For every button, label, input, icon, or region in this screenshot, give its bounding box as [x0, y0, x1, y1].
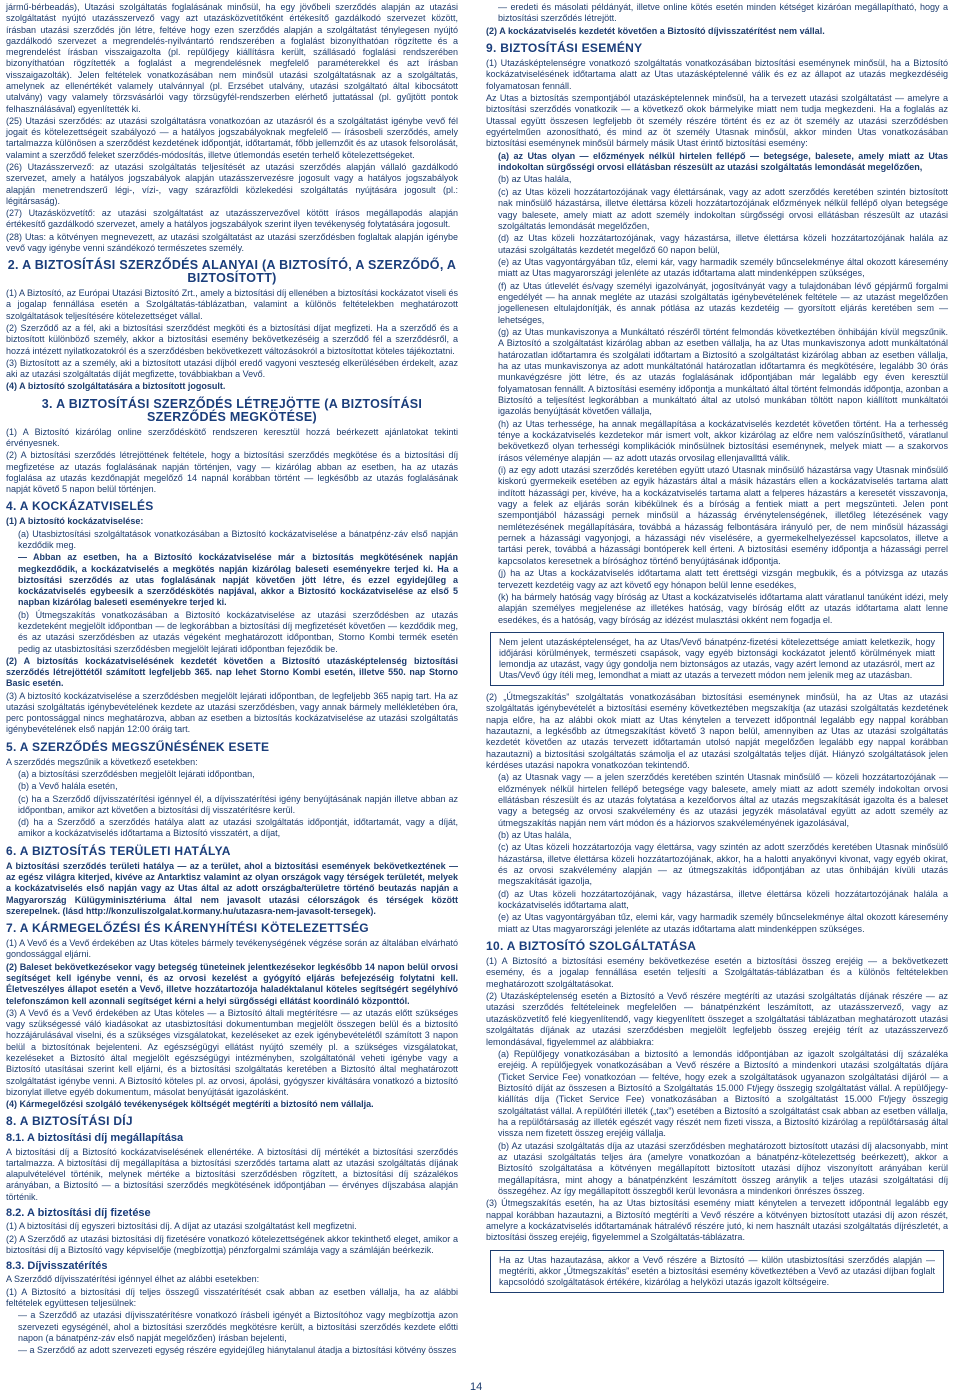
- paragraph: (1) A Biztosító, az Európai Utazási Biztosító Zrt., amely a biztosítási díj ellenében a biztosítási kockázatot viseli és a jogalap fennállása esetén a Szolgáltatás-táblázatban, valamint a különös feltételekben meghatározott szolgáltatások teljesítésére kötelezettséget vállal.: [6, 288, 458, 321]
- paragraph: (4) Kármegelőzési szolgáló tevékenységek költségét megtéríti a biztosító nem vállalja.: [6, 1099, 374, 1110]
- paragraph: — a Szerződő az adott szervezeti egység részére egyidejűleg hiánytalanul átadja a biztosítási kötvény összes: [18, 1345, 457, 1356]
- paragraph: (a) Repülőjegy vonatkozásában a biztosító a lemondás időpontjában az igazolt szolgáltatási díj százaléka erejéig. A repülőjegyek vonatkozásában a Vevő részére a Biztosító a mindenkori utazási szolgáltatás díjára (Ticket Service Fee) vonatkozóan — feltéve, hogy ezek a szolgáltatások ugyanazon szolgáltatási díjáról — a Biztosító díját az összesen a Biztosító a Szolgáltatás 15.000 Ft/jegy összegig szolgáltatást vállal. A repülőjegy-kiállítás díja (Ticket Service Fee) vonatkozásában a Biztosító a szolgáltatást 15.000 Ft/jegy összegig szolgáltatást vállal. A repülőtéri illeték („tax”) esetében a Biztosító a szolgáltatást csak abban az esetben vállalja, ha a repülőtársaság az illeték egészét vagy részét nem fizeti vissza, a Biztosító kizárólag a repülőtársaság által vissza nem fizetett összeg erejéig vállalja.: [498, 1048, 948, 1139]
- section-heading: 4. A KOCKÁZATVISELÉS: [6, 499, 154, 514]
- paragraph: (3) Útmegszakítás esetén, ha az Utas biztosítási esemény miatt kénytelen a tervezett időpontnál legalább egy nappal korábban hazautazni, a Biztosító megtéríti a Vevő részére a kötvényen biztosított utazási díj azon részét, amelyre a kockázatviselés időtartamának hátralévő részére jutó, ki nem használt utazási szolgáltatás díjrészletét, a biztosítási összeg erejéig, figyelemmel a Szolgáltatás-táblázatra.: [486, 1198, 948, 1243]
- paragraph: (2) Szerződő az a fél, aki a biztosítási szerződést megköti és a biztosítási díjat megfizeti. Ha a szerződő és a biztosított különböző személy, akkor a biztosítási esemény bekövetkezéséig a szerződő fél a szerződésről, a hozzá intézett nyilatkozatokról és a szerződésben bekövetkezett változásokról a biztosítottat köteles tájékoztatni.: [6, 323, 458, 356]
- section-heading: 9. BIZTOSÍTÁSI ESEMÉNY: [486, 41, 643, 56]
- paragraph: (a) a biztosítási szerződésben megjelölt lejárati időpontban,: [18, 769, 255, 780]
- paragraph: Az Utas a biztosítás szempontjából utazásképtelennek minősül, ha a tervezett utazási szolgáltatást — amelyre a biztosítási szerződés vonatkozik — a következő okok bármelyike miatt nem tudja megkezdeni. Ha a foglalás az Utassal együtt összesen legfeljebb öt személy részére történt és ez az öt személy az utazási szerződésben egyértelműen azonosítható, és mind az öt személy Utasnak minősül, akkor minden Utas vonatkozásában biztosítási eseménynek minősül bármely másik Utast érintő biztosítási esemény:: [486, 93, 948, 149]
- paragraph: (3) A Vevő és a Vevő érdekében az Utas köteles — a Biztosító általi megtérítésre — az utazás előtt szükséges vagy szükségessé váló kiadásokat az utasbiztosítási dokumentumban megjelölt összegen belül és a biztosító hozzájárulásával viselni, és a szükséges vizsgálatokat, kezeléseket az ezek igénybevételétől számított 3 napon belül a biztosítónak bejelenteni. Az egészségügyi ellátást nyújtó személy pl. a szükséges vizsgálatokat, kezeléseket a Biztosító által megjelölt egészségügyi intézményben, szolgáltatónál veheti igénybe vagy a Biztosító utasításai szerint kell eljárni, és a biztosítási szolgáltatás keretében a Biztosító által meghatározott szolgáltatást igénybe venni. A Biztosító köteles pl. az orvosi, ápolási, gyógyszer kiváltására vonatkozó a biztosító bizonylat illetve egyéb dokumentum, másolat benyújtását igazolásként.: [6, 1007, 458, 1097]
- notice-box: Ha az Utas hazautazása, akkor a Vevő részére a Biztosító — külön utasbiztosítási szerződés alapján — megtéríti, akkor „Útmegszakítás” esetén a biztosítási esemény következtében a Vevő az utazási díjban foglalt kapcsolódó szolgáltatások értékére, kizárólag a helyközi utazás igazolt költségeire.: [490, 1250, 944, 1293]
- paragraph: (b) Útmegszakítás vonatkozásában a Biztosító kockázatviselése az utazási szerződésben az utazás kezdeteként megjelölt időpontban — de legkorábban a biztosítási díj megfizetését követően — kezdődik meg, és az utazási szerződésben az utazás végeként meghatározott időpontban, Storno Kombi termék esetén pedig az utasbiztosítási szerződésben megjelölt lejárati időpontban fejeződik be.: [18, 609, 458, 654]
- paragraph: (2) Baleset bekövetkezésekor vagy betegség tüneteinek jelentkezésekor legkésőbb 14 napon belül orvosi segítséget kell igénybe venni, és az orvosi kezelést a gyógyító eljárás befejezéséig folytatni kell. Életveszélyes állapot esetén a Vevő, illetve hozzátartozója haladéktalanul köteles segítségért segélyhívó telefonszámon kell azonnali segítséget kérni a helyi sürgősségi ellátást koordináló központtól.: [6, 961, 458, 1006]
- paragraph: (1) A Biztosító kizárólag online szerződéskötő rendszeren keresztül hozzá beérkezett ajánlatokat tekinti érvényesnek.: [6, 426, 458, 448]
- subsection-heading: 8.1. A biztosítási díj megállapítása: [6, 1132, 184, 1145]
- paragraph: jármű-bérbeadás), Utazási szolgáltatás foglalásának minősül, ha egy jövőbeli szerződés alapján az utazási szolgáltatást nyújtó utazásszervező vagy azt utazásközvetítőként értékesítő gazdálkodó szervezet között, írásban utazási szerződés jön létre, feltéve hogy ezen szerződés alapján a szolgáltatást ténylegesen nyújtó gazdálkodó szervezet a megrendelés-nyilvántartó rendszerében a foglalást bizonyíthatóan rögzítette és a megrendelést írásban visszaigazolta (pl. repülőjegy kiállításra került, szállásadó foglalási rendszerében bizonyíthatóan rögzítették a foglalást a megrendelésnek megfelelő paraméterekkel és azt írásban visszaigazolták). Jelen feltételek vonatkozásában nem minősül utazási szolgáltatásnak az a szolgáltatás, amelynek az ellenértékét valamely utalvánnyal (pl. Erzsébet utalvány, utazási szolgáltató által kibocsátott utalvány) vagy valamely törzsvásárlói vagy törzsügyfél-rendszerben elérhető juttatással (pl. gyűjtött pontok felhasználásával) egyenlítették ki.: [6, 2, 458, 114]
- paragraph: A biztosítási díj a Biztosító kockázatviselésének ellenértéke. A biztosítási díj mértékét a biztosítási szerződés tartalmazza. A biztosítási díj megállapítása a biztosítási szerződés tartama alatt az utazási szolgáltatás díjának alapulvételével történik, melynek mértéke a biztosítási szerződésben rögzített, a biztosítási díj százalékos arányában, a Biztosító — a biztosítási szerződés megkötésének időpontjában — érvényes díjszabása alapján történik.: [6, 1146, 458, 1202]
- paragraph: A biztosítási szerződés területi hatálya — az a terület, ahol a biztosítási események bekövetkeztének — az egész világra kiterjed, kivéve az Antarktisz valamint az olyan országok vagy térségek területét, melyek a kockázatviselés első napján vagy az Utas által az adott országba/területre történő beutazás napján a Magyarország Külügyminisztériuma által nem javasolt utazási célországok és térségek között szerepelnek. (lásd http://konzuliszolgalat.kormany.hu/utazasra-nem-javasolt-tersegek).: [6, 860, 458, 916]
- paragraph: — Abban az esetben, ha a Biztosító kockázatviselése már a biztosítás megkötésének napján megkezdődik, a kockázatviselés a megkötés napján kizárólag baleseti eseményekre terjed ki. Ha a biztosítási szerződés az utas foglalásának napját követően jött létre, és ezzel egyidejűleg a kockázatviselés egybeesik a szerződéskötés napjával, akkor a Biztosító kockázatviselése az első 5 napban kizárólag baleseti eseményekre terjed ki.: [18, 552, 458, 608]
- section-heading: 10. A BIZTOSÍTÓ SZOLGÁLTATÁSA: [486, 939, 697, 954]
- section-heading: 3. A BIZTOSÍTÁSI SZERZŐDÉS LÉTREJÖTTE (A BIZTOSÍTÁSI SZERZŐDÉS MEGKÖTÉSE): [41, 396, 423, 424]
- subsection-heading: 8.3. Díjvisszatérítés: [6, 1260, 108, 1273]
- section-heading: 5. A SZERZŐDÉS MEGSZŰNÉSÉNEK ESETE: [6, 739, 270, 754]
- paragraph: (2) A kockázatviselés kezdetét követően a Biztosító díjvisszatérítést nem vállal.: [486, 25, 825, 36]
- paragraph: (f) az Utas útlevelét és/vagy személyi igazolványát, jogosítványát vagy a tulajdonában lévő gépjármű forgalmi engedélyét — ha annak megléte az utazási szolgáltatás igénybevételének feltétele — az utazást megelőzően jogellenesen eltulajdonítják, és annak pótlása az utazás kezdetéig — gyorsított eljárás keretében sem — lehetséges,: [498, 280, 948, 325]
- page-number: 14: [470, 1381, 483, 1393]
- paragraph: (j) ha az Utas a kockázatviselés időtartama alatt tett érettségi vizsgán megbukik, és a pótvizsga az utazás tervezett kezdetéig vagy az azt követő egy hónapon belül lenne esedékes,: [498, 568, 948, 590]
- paragraph: (2) A Szerződő az utazási biztosítási díj fizetésére vonatkozó kötelezettségének akkor tekinthető eleget, amikor a biztosítási díj a Biztosító vagy képviselője (megbízottja) pénzforgalmi számlája vagy a számláján beérkezik.: [6, 1233, 458, 1255]
- paragraph: (a) az Utas olyan — előzmények nélkül hirtelen fellépő — betegsége, balesete, amely miatt az Utas indokoltan sürgősségi orvosi ellátásban részesült az utazási szolgáltatás lemondását megelőzően,: [498, 150, 948, 173]
- paragraph: (1) A Biztosító a biztosítási esemény bekövetkezése esetén a biztosítási összeg erejéig — a bekövetkezett esemény, és a jogalap fennállása esetén teljesíti a Szolgáltatás-táblázatban és a különös feltételekben meghatározott szolgáltatásokat.: [486, 956, 948, 989]
- paragraph: (26) Utazásszervező: az utazási szolgáltatás teljesítését az utazási szerződés alapján vállaló gazdálkodó szervezet, amely a hatályos jogszabályok alapján utazásszervezésre jogosult vagy a hatályos jogszabályok alapján menetrendszerű légi-, vízi-, vagy szárazföldi közlekedési szolgáltatás nyújtására jogosult (pl.: légitársaság).: [6, 161, 458, 206]
- section-heading: 6. A BIZTOSÍTÁS TERÜLETI HATÁLYA: [6, 843, 231, 858]
- paragraph: (4) A biztosító szolgáltatására a biztosított jogosult.: [6, 381, 226, 392]
- section-heading: 2. A BIZTOSÍTÁSI SZERZŐDÉS ALANYAI (A BIZTOSÍTÓ, A SZERZŐDŐ, A BIZTOSÍTOTT): [7, 258, 457, 286]
- paragraph: (3) A biztosító kockázatviselése a szerződésben megjelölt lejárati időpontban, de legfeljebb 365 napig tart. Ha az utazási szolgáltatás igénybevételének kezdete az utazási szerződésben, vagy annak bármely mellékletében óra, perc pontossággal nincs meghatározva, abban az esetben a biztosítás kockázatviselése az utazási szolgáltatás igénybevételének első napján 12:00 óráig tart.: [6, 690, 458, 735]
- paragraph: (i) az egy adott utazási szerződés keretében együtt utazó Utasnak minősülő házastársa vagy Utasnak minősülő kiskorú gyermekeik esetében az egyik házastárs által a másik házastárs ellen a kockázatviselés tartama alatt indított házassági per, kivéve, ha a kockázatviselés tartama alatt a felperes házastárs a keresetét visszavonja, vagy a felek az eljárás során kibékülnek és a bíróság a fentiek miatt a pert megszünteti. Jelen pont szempontjából házassági pernek minősül a házasság érvénytelenségének, illetőleg létezésének vagy nemlétezésének megállapítására, továbbá a házasság felbontására irányuló per, de nem minősül házassági pernek a házassági vagyonjogi, a házassági név viselésére, a gyermekelhelyezéssel kapcsolatos, illetve a tartási perek, továbbá a házassági bontóperek kell érteni. A biztosítási esemény időpontja a házassági perrel kapcsolatos keresetnek a bírósághoz történő benyújtásának időpontja.: [498, 465, 948, 566]
- paragraph: (1) A Vevő és a Vevő érdekében az Utas köteles bármely tevékenységének végzése során az általában elvárható gondossággal eljárni.: [6, 938, 458, 960]
- paragraph: (g) az Utas munkaviszonya a Munkáltató részéről történt felmondás következtében önhibáján kívül megszűnik. A Biztosító a szolgáltatást kizárólag abban az esetben vállalja, ha az Utas munkaviszonya adott munkáltatónál határozatlan időtartamra és szolgálati időtartam a Biztosító a szolgáltatást kizárólag abban az esetben vállalja, ha az utas munkaviszonya az adott munkáltatónál határozatlan időtartamra és megkötésére, legalább 30 órás munkavégzésre jött létre, és az utazás foglalásának időpontjában már legalább egy éven keresztül folyamatosan fennállt. A biztosítási esemény időpontja a munkáltató által történt felmondás időpontja, azonban a Biztosító a teljesítést legkorábban a munkáltató által az utolsó munkában töltött napon kiállított munkáltatói igazolás benyújtását követően vállalja,: [498, 326, 948, 417]
- paragraph: (28) Utas: a kötvényen megnevezett, az utazási szolgáltatást az utazási szerződésben foglaltak alapján igénybe vevő vagy igénybe venni szándékozó természetes személy.: [6, 231, 458, 253]
- paragraph: — a Szerződő az utazási díjvisszatérítésre vonatkozó írásbeli igényét a Biztosítóhoz vagy megbízottja azon szervezeti egységénél, ahol a biztosítási szerződés megkötésre került, a biztosítási szerződés kezdete előtti napon (a bánatpénz-záv első napját megelőzően) írásban bejelenti,: [18, 1310, 458, 1343]
- right-column: [486, 2, 948, 1299]
- paragraph: (d) az Utas közeli hozzátartozójának, vagy házastársa, illetve élettársa közeli hozzátartozójának halála a kockázatviselés időtartama alatt,: [498, 888, 948, 911]
- paragraph: (e) az Utas vagyontárgyában tűz, elemi kár, vagy harmadik személy bűncselekménye által okozott káresemény miatt az Utas magyarországi jelenléte az utazás időtartama alatt mindenképpen szükséges,: [498, 256, 948, 279]
- paragraph: (2) A biztosítás kockázatviselésének kezdetét követően a Biztosító utazásképtelenség biztosítási szerződés létrejöttétől számított legfeljebb 365. nap lehet Storno Kombi esetén, illetve 550. nap Storno Basic esetén.: [6, 655, 458, 689]
- paragraph: (b) az Utas halála,: [498, 174, 572, 185]
- paragraph: (1) A biztosító kockázatviselése:: [6, 516, 144, 527]
- paragraph: (b) az Utas halála,: [498, 830, 572, 840]
- section-heading: 8. A BIZTOSÍTÁSI DÍJ: [6, 1114, 133, 1129]
- paragraph: (a) az Utasnak vagy — a jelen szerződés keretében szintén Utasnak minősülő — közeli hozzátartozójának — előzmények nélkül hirtelen fellépő betegsége vagy balesete, amely miatt az adott személy indokoltan orvosi ellátásban részesült és az utazás folytatása a kezelőorvos által az utazás megszakítását igazolta és a baleset vagy a betegség az orvosi szakvélemény és az utazási jegyzék másolatával együtt az adott személy az útmegszakítás napján nem várt módon és a háziorvos szakvéleményének igazolásával,: [498, 772, 948, 828]
- paragraph: (b) Az utazási szolgáltatás díja az utazási szerződésben meghatározott biztosított utazási díj alacsonyabb, mint az utazási szolgáltatás teljes ára (amelyre vonatkozóan a bánatpénz-kötelezettség beérkezett), akkor a Biztosító szolgáltatása a kötvényen megállapított biztosított utazási díjhoz viszonyított arányában kerül megállapításra, mint ahogy a bánatpénzként leszámított összeg aránylik a teljes utazási szolgáltatási díj összegéhez. Az így megállapított összegből kerül levonásra a mindenkori önrészes összeg.: [498, 1140, 948, 1196]
- paragraph: (1) A biztosítási díj egyszeri biztosítási díj. A díjat az utazási szolgáltatást kell megfizetni.: [6, 1221, 357, 1232]
- paragraph: (c) az Utas közeli hozzátartozójának vagy élettársának, vagy az adott szerződés keretében szintén biztosított nak minősülő házastársa, illetve élettársa közeli hozzátartozójának előzmények nélkül fellépő olyan betegsége vagy balesete, amely miatt az adott személy indokoltan sürgősségi orvosi ellátásban részesült az utazási szolgáltatás lemondását megelőzően,: [498, 186, 948, 231]
- paragraph: (2) „Útmegszakítás” szolgáltatás vonatkozásában biztosítási eseménynek minősül, ha az Utas az utazási szolgáltatás igénybevételét a biztosítási esemény következtében megszakítja (az utazási szolgáltatás kezdetének napja előre, ha az alábbi okok miatt az Utas kénytelen a tervezett időpontnál legalább egy nappal korábban hazautazni, a legkésőbb az útmegszakítást követő 3 napon belül, amennyiben az Utas az utazási szolgáltatás kezdetét követően az utazás tervezett időtartamán utolsó napját megelőzően legalább egy nappal korábban hazautazni) a biztosítási szolgáltatás számolja el az utazási szolgáltatás teljes díját. Hiányzó szolgáltatások jelen kérdéses utazási napokra vonatkozóan tekintendő.: [486, 691, 948, 770]
- paragraph: (b) a Vevő halála esetén,: [18, 781, 118, 792]
- notice-box: Nem jelent utazásképtelenséget, ha az Utas/Vevő bánatpénz-fizetési kötelezettsége amiatt keletkezik, hogy időjárási körülmények, természeti csapások, vagy egyéb biztonsági kockázatot jelentő körülmények miatt lemondja az utazást, vagy úgy gondolja nem biztonságos az utazás, vagy azért lemond az utazásról, mert az Utas/Vevő úgy ítéli meg, lemondhat a miatt az utazás a tervezett módon nem jelenik meg az utazásban.: [490, 632, 944, 686]
- paragraph: (d) az Utas közeli hozzátartozójának, vagy házastársa, illetve élettársa közeli hozzátartozójának halála az utazási szolgáltatás kezdetét megelőző 60 napon belül,: [498, 233, 948, 255]
- paragraph: (e) az Utas vagyontárgyában tűz, elemi kár, vagy harmadik személy bűncselekménye által okozott káresemény miatt az Utas magyarországi jelenléte az utazás időtartama alatt mindenképpen szükséges.: [498, 912, 948, 934]
- paragraph: (c) ha a Szerződő díjvisszatérítési igénnyel él, a díjvisszatérítési igény benyújtásának napján illetve abban az időpontban, amikor azt követően a biztosítási díj visszatérítésre kerül.: [18, 793, 458, 815]
- paragraph: (a) Utasbiztosítási szolgáltatások vonatkozásában a Biztosító kockázatviselése a bánatpénz-záv első napján kezdődik meg.: [18, 528, 458, 550]
- paragraph: (1) Utazásképtelenségre vonatkozó szolgáltatás vonatkozásában biztosítási eseménynek minősül, ha a Biztosító kockázatviselésének időtartama alatt az Utas utazásképtelenné válik és ez az állapot az utazás megkezdéséig folyamatosan fennáll.: [486, 58, 948, 91]
- subsection-heading: 8.2. A biztosítási díj fizetése: [6, 1207, 151, 1220]
- paragraph: (25) Utazási szerződés: az utazási szolgáltatásra vonatkozóan az utazásról és a szolgáltatást igénybe vevő fél jogait és kötelezettségeit szabályozó — a hatályos jogszabályoknak megfelelő — írásosbeli szerződés, amely tartalmazza különösen a szerződést kezdetének időpontját, időtartamát, főbb jellemzőit és az utasok felsorolását, valamint a szerződő feleket szerződés-módosítás, illetve útlemondás esetén terhelő kötelezettségeket.: [6, 115, 458, 160]
- paragraph: A szerződés megszűnik a következő esetekben:: [6, 756, 198, 767]
- paragraph: (2) A biztosítási szerződés létrejöttének feltétele, hogy a biztosítási szerződés megkötése és a biztosítási díj megfizetése az utazás foglalásának napján történjen, vagy — kizárólag abban az esetben, ha az utazás foglalása az utazás kezdőnapját megelőző 14 napnál korábban történt — legkésőbb az utazás foglalásának napját követő 5 napon belül történjen.: [6, 450, 458, 495]
- paragraph: — eredeti és másolati példányát, illetve online kötés esetén minden kétséget kizáróan megállapítható, hogy a biztosítási szerződés létrejött.: [498, 2, 948, 24]
- paragraph: (h) az Utas terhessége, ha annak megállapítása a kockázatviselés kezdetét követően történt. Ha a terhesség ténye a kockázatviselés kezdetekor már ismert volt, akkor kizárólag az előre nem valószínűsíthető, váratlanul bekövetkező olyan terhességi komplikációk minősülnek biztosítási eseménynek, melyek miatt — a szakorvos írásos véleménye alapján — az adott utazás orvosilag ellenjavallttá válik.: [498, 418, 948, 463]
- paragraph: (c) az Utas közeli hozzátartozója vagy élettársa, vagy szintén az adott szerződés keretében Utasnak minősülő házastársa, illetve élettársa közeli hozzátartozójának, akkor, ha a halotti anyakönyvi kivonat, vagy egyéb okirat, és az orvosi szakvélemény alapján — az útmegszakítás időpontjában az utas önhibáján kívüli utazás megszakítását igazolja,: [498, 842, 948, 887]
- paragraph: (1) A Biztosító a biztosítási díj teljes összegű visszatérítését csak abban az esetben vállalja, ha az alábbi feltételek együttesen teljesülnek:: [6, 1286, 458, 1308]
- paragraph: (k) ha bármely hatóság vagy bíróság az Utast a kockázatviselés időtartama alatt váratlanul tanúként idézi, mely alapján személyes megjelenése az illetékes hatóság, vagy bíróság előtt az utazás időtartama alatt lenne esedékes, és a hatóság, vagy bíróság az idézést mulasztási okként nem fogadja el.: [498, 591, 948, 625]
- left-column: [6, 2, 458, 1357]
- paragraph: (27) Utazásközvetítő: az utazási szolgáltatást az utazásszervezővel kötött írásos megállapodás alapján értékesítő gazdálkodó szervezet, amely a hatályos jogszabályok szerint ilyen tevékenység folytatására jogosult.: [6, 208, 458, 230]
- paragraph: A Szerződő díjvisszatérítési igénnyel élhet az alábbi esetekben:: [6, 1274, 260, 1285]
- section-heading: 7. A KÁRMEGELŐZÉSI ÉS KÁRENYHÍTÉSI KÖTELEZETTSÉG: [6, 921, 369, 936]
- paragraph: (d) ha a Szerződő a szerződés hatálya alatt az utazási szolgáltatás időpontját, időtartamát, vagy a díját, amikor a kockázatviselés időtartama a Biztosító visszatért, a díjat,: [18, 817, 458, 839]
- paragraph: (2) Utazásképtelenség esetén a Biztosító a Vevő részére megtéríti az utazási szolgáltatás díjának részére — az utazási szerződés feltételeinek megfelelően — bánatpénzként leszámított, az utazásszervező, vagy az utazásközvetítő felé kiegyenlítendő, vagy kiegyenlített összeget a szolgáltatási táblázatban meghatározott utazási szolgáltatás díjának az utazási szerződésben megjelölt legfeljebb összeg erejéig térít az utazásszervező lemondásával, figyelemmel az alábbiakra:: [486, 991, 948, 1047]
- paragraph: (3) Biztosított az a személy, aki a biztosított utazási díjból eredő vagyoni veszteség elkerülésében érdekelt, azaz aki az utazási szolgáltatás díját megfizette, továbbiakban a Vevő.: [6, 357, 458, 380]
